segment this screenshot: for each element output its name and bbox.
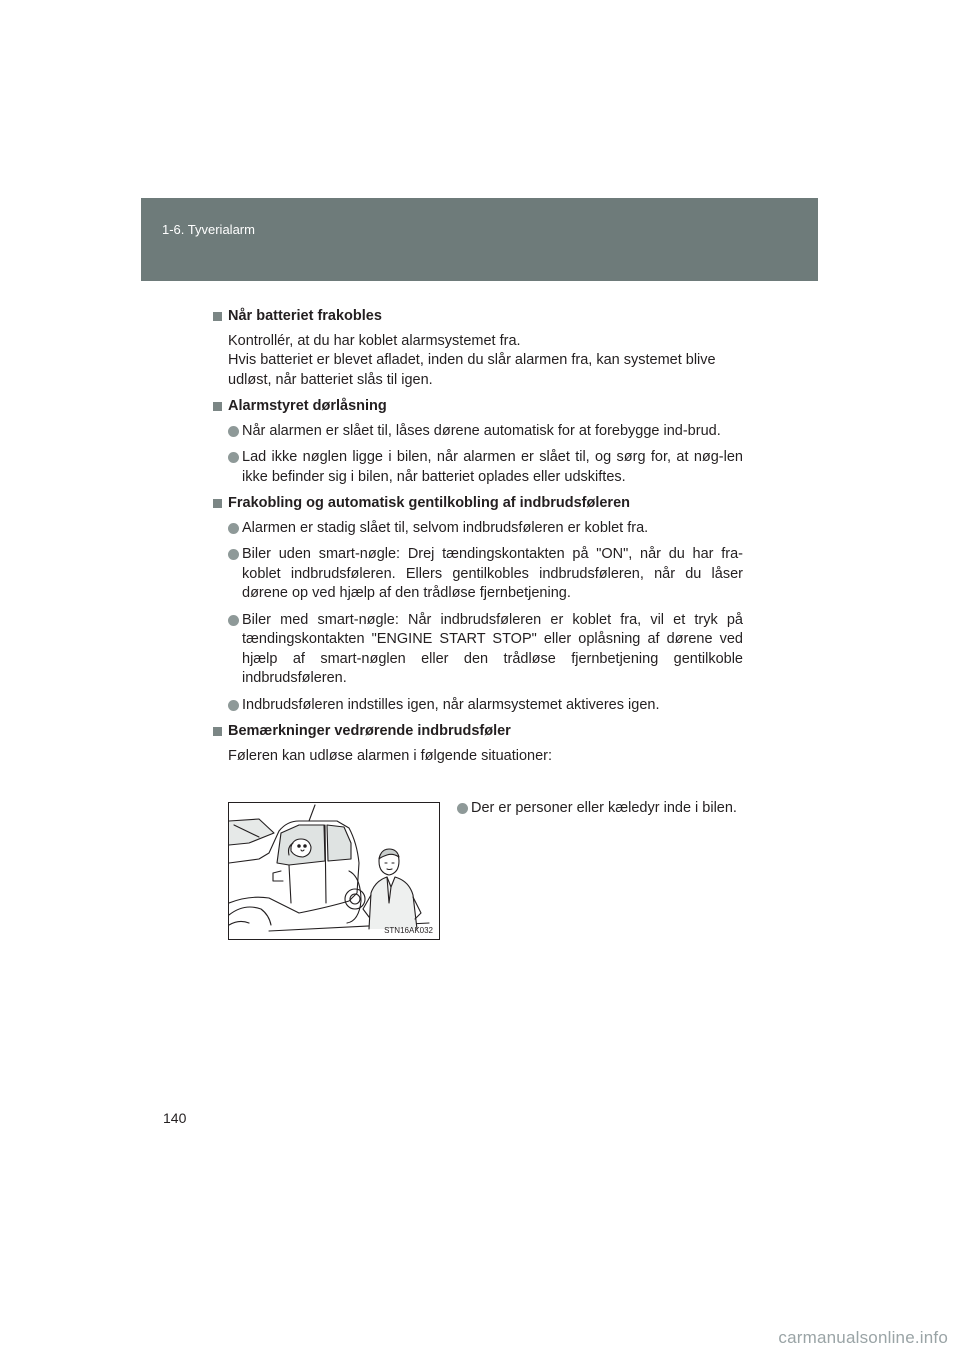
illustration-row [228, 802, 743, 940]
section-sensor-notes [213, 722, 743, 766]
round-bullet-icon [228, 523, 239, 534]
round-bullet-icon [457, 803, 468, 814]
round-bullet-icon [228, 426, 239, 437]
section-heading: Frakobling og automatisk gentilkobling af indbrudsføleren [213, 494, 743, 514]
round-bullet-icon [228, 615, 239, 626]
watermark-link[interactable]: carmanualsonline.info [778, 1328, 948, 1347]
list-item: Biler uden smart-nøgle: Drej tændingskontakten på "ON", når du har fra-koblet indbrudsføleren. Ellers gentilkobles indbrudsføleren, når du låser dørene op ved hjælp af den trådløse fjernbetjening. [213, 545, 743, 604]
section-battery-disconnect [213, 307, 743, 390]
chapter-header-band [141, 198, 818, 281]
square-bullet-icon [213, 312, 222, 321]
list-item: Indbrudsføleren indstilles igen, når alarmsystemet aktiveres igen. [213, 696, 743, 716]
page-content [213, 307, 743, 773]
round-bullet-icon [228, 549, 239, 560]
list-item: Alarmen er stadig slået til, selvom indbrudsføleren er koblet fra. [213, 519, 743, 539]
section-intrusion-sensor-cancel [213, 494, 743, 715]
section-paragraph: Kontrollér, at du har koblet alarmsystemet fra. Hvis batteriet er blevet afladet, inden du slår alarmen fra, kan systemet blive udløst, når batteriet slås til igen. [228, 332, 716, 388]
section-heading: Når batteriet frakobles [213, 307, 743, 327]
list-item: Der er personer eller kæledyr inde i bilen. [457, 799, 757, 819]
page-number: 140 [163, 1110, 187, 1126]
section-paragraph: Føleren kan udløse alarmen i følgende situationer: [228, 747, 552, 764]
car-with-dog-illustration [228, 802, 440, 940]
list-item: Lad ikke nøglen ligge i bilen, når alarmen er slået til, og sørg for, at nøg-len ikke befinder sig i bilen, når batteriet oplades eller udskiftes. [213, 448, 743, 487]
round-bullet-icon [228, 452, 239, 463]
list-item: Når alarmen er slået til, låses dørene automatisk for at forebygge ind-brud. [213, 422, 743, 442]
round-bullet-icon [228, 700, 239, 711]
square-bullet-icon [213, 402, 222, 411]
figure-code: STN16AK032 [384, 926, 433, 935]
list-item: Biler med smart-nøgle: Når indbrudsføleren er koblet fra, vil et tryk på tændingskontakten "ENGINE START STOP" eller oplåsning af dørene ved hjælp af smart-nøglen eller den trådløse fjernbetjening gentilkoble indbrudsføleren. [213, 611, 743, 689]
section-alarm-door-lock [213, 397, 743, 487]
section-heading: Bemærkninger vedrørende indbrudsføler [213, 722, 743, 742]
square-bullet-icon [213, 499, 222, 508]
section-heading: Alarmstyret dørlåsning [213, 397, 743, 417]
car-dog-person-drawing [229, 803, 439, 939]
square-bullet-icon [213, 727, 222, 736]
chapter-title: 1-6. Tyverialarm [162, 222, 255, 237]
